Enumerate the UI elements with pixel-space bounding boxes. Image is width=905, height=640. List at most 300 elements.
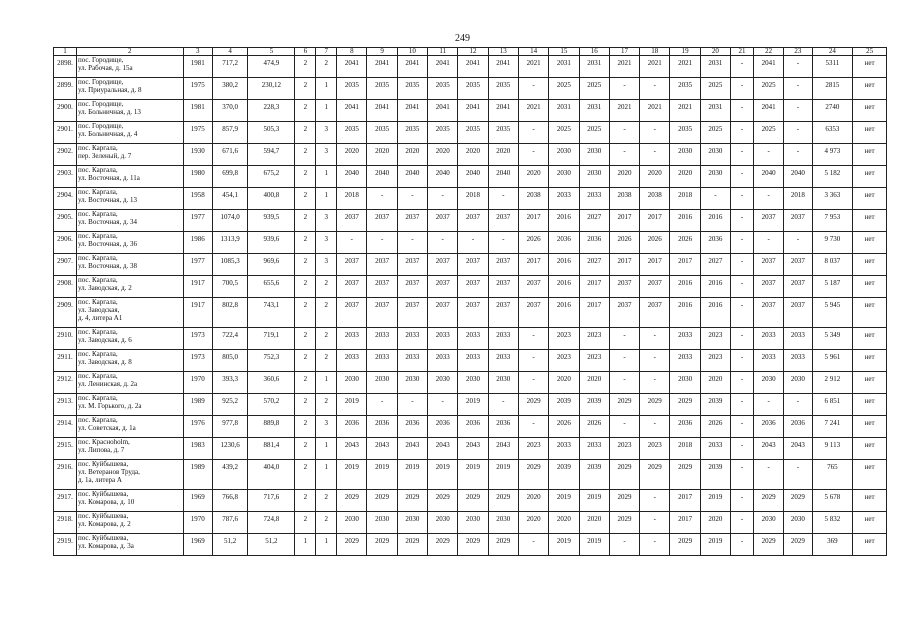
table-cell: - — [518, 416, 548, 438]
table-cell: 1 — [316, 372, 337, 394]
column-header: 11 — [428, 48, 458, 56]
table-cell: 2016 — [549, 210, 579, 232]
table-cell: 1969 — [183, 490, 212, 512]
table-cell: 2037 — [488, 298, 518, 328]
table-cell: 2025 — [700, 122, 730, 144]
table-cell: 2037 — [367, 276, 397, 298]
table-cell: нет — [853, 210, 887, 232]
address-cell: пос. Каргала, ул. Заводская, д. 6 — [76, 328, 183, 350]
table-cell: - — [731, 512, 754, 534]
address-cell: пос. Куйбышева, ул. Комарова, д. 2 — [76, 512, 183, 534]
address-cell: пос. Каргала, ул. Заводская, д. 4, литера А1 — [76, 298, 183, 328]
table-cell: 2037 — [640, 276, 670, 298]
table-cell: 2043 — [784, 438, 812, 460]
table-cell: 1085,3 — [212, 254, 248, 276]
table-cell: 2021 — [518, 100, 548, 122]
table-cell: 2019 — [428, 460, 458, 490]
table-cell: - — [731, 328, 754, 350]
table-cell: 2 — [295, 276, 316, 298]
table-cell: 2041 — [397, 100, 427, 122]
table-cell: 2025 — [579, 122, 609, 144]
table-cell: - — [731, 276, 754, 298]
table-cell: 2017 — [609, 210, 639, 232]
table-cell: 2029 — [609, 460, 639, 490]
table-cell: - — [640, 534, 670, 556]
table-cell: 2 — [316, 350, 337, 372]
table-cell: 2039 — [700, 460, 730, 490]
table-cell: 2016 — [700, 276, 730, 298]
table-cell: 1 — [316, 188, 337, 210]
column-header: 19 — [670, 48, 700, 56]
table-cell: 2029 — [609, 490, 639, 512]
table-cell: 2016 — [670, 276, 700, 298]
table-cell: 2041 — [367, 100, 397, 122]
table-cell: нет — [853, 100, 887, 122]
table-cell: 2035 — [428, 122, 458, 144]
table-cell: 2021 — [640, 100, 670, 122]
table-cell: 857,9 — [212, 122, 248, 144]
table-cell: 2030 — [700, 166, 730, 188]
table-cell: 3 — [316, 232, 337, 254]
table-cell: 2030 — [670, 372, 700, 394]
table-cell: 2 — [295, 232, 316, 254]
table-cell: 2025 — [754, 78, 784, 100]
table-cell: 1977 — [183, 254, 212, 276]
address-cell: пос. Каргала, ул. Советская, д. 1а — [76, 416, 183, 438]
table-cell: нет — [853, 512, 887, 534]
table-cell: 2033 — [458, 350, 488, 372]
table-cell: 2 — [295, 210, 316, 232]
table-cell: - — [337, 232, 367, 254]
table-cell: нет — [853, 350, 887, 372]
table-cell: 699,8 — [212, 166, 248, 188]
table-cell: 2 — [316, 394, 337, 416]
table-cell: 2020 — [397, 144, 427, 166]
column-header: 3 — [183, 48, 212, 56]
table-cell: 2017 — [518, 210, 548, 232]
table-cell: 2029 — [337, 490, 367, 512]
table-cell: - — [609, 144, 639, 166]
address-cell: пос. Куйбышева, ул. Комарова, д. 3а — [76, 534, 183, 556]
table-cell: - — [754, 460, 784, 490]
table-cell: - — [731, 188, 754, 210]
table-cell: 2029 — [367, 534, 397, 556]
table-cell: - — [784, 460, 812, 490]
table-cell: 2029 — [784, 534, 812, 556]
table-cell: нет — [853, 232, 887, 254]
table-cell: 2 — [295, 254, 316, 276]
table-cell: 2036 — [549, 232, 579, 254]
table-cell: 2037 — [337, 298, 367, 328]
table-cell: 2029 — [518, 394, 548, 416]
table-cell: 671,6 — [212, 144, 248, 166]
table-cell: 1980 — [183, 166, 212, 188]
table-cell: 2017 — [670, 512, 700, 534]
row-number-cell: 2914. — [54, 416, 77, 438]
table-cell: 2037 — [609, 298, 639, 328]
table-cell: 2029 — [428, 490, 458, 512]
table-cell: 2017 — [670, 490, 700, 512]
table-cell: - — [731, 350, 754, 372]
table-cell: - — [784, 394, 812, 416]
table-cell: 2037 — [397, 210, 427, 232]
row-number-cell: 2919. — [54, 534, 77, 556]
table-cell: 2023 — [640, 438, 670, 460]
address-cell: пос. Каргала, ул. Восточная, д. 13 — [76, 188, 183, 210]
table-cell: 2 — [295, 490, 316, 512]
table-cell: 2023 — [700, 328, 730, 350]
column-header: 13 — [488, 48, 518, 56]
address-cell: пос. Городище, ул. Больничная, д. 4 — [76, 122, 183, 144]
table-cell: 51,2 — [248, 534, 295, 556]
table-cell: 2030 — [337, 512, 367, 534]
table-cell: 2030 — [367, 372, 397, 394]
table-cell: 2 912 — [812, 372, 853, 394]
table-cell: 2017 — [640, 210, 670, 232]
table-cell: 2020 — [518, 512, 548, 534]
table-cell: нет — [853, 460, 887, 490]
table-cell: 2037 — [337, 254, 367, 276]
table-cell: 2019 — [337, 460, 367, 490]
table-cell: 2041 — [754, 100, 784, 122]
table-cell: 2033 — [754, 328, 784, 350]
table-cell: 2037 — [428, 254, 458, 276]
table-cell: 2021 — [670, 56, 700, 78]
table-cell: 2027 — [700, 254, 730, 276]
table-cell: 752,3 — [248, 350, 295, 372]
table-row — [54, 490, 887, 512]
table-cell: - — [754, 394, 784, 416]
address-cell: пос. Каргала, ул. Восточная, д. 11а — [76, 166, 183, 188]
table-cell: 5 832 — [812, 512, 853, 534]
table-cell: 2740 — [812, 100, 853, 122]
table-cell: 2021 — [670, 100, 700, 122]
table-cell: - — [731, 232, 754, 254]
table-row — [54, 416, 887, 438]
table-cell: 228,3 — [248, 100, 295, 122]
table-cell: 2037 — [518, 298, 548, 328]
table-cell: нет — [853, 394, 887, 416]
table-cell: 230,12 — [248, 78, 295, 100]
table-cell: 2036 — [428, 416, 458, 438]
table-cell: 2029 — [488, 490, 518, 512]
table-cell: 2043 — [337, 438, 367, 460]
column-header: 10 — [397, 48, 427, 56]
table-cell: 2023 — [549, 328, 579, 350]
column-header: 18 — [640, 48, 670, 56]
column-header: 25 — [853, 48, 887, 56]
table-cell: 2037 — [640, 298, 670, 328]
table-cell: 939,6 — [248, 232, 295, 254]
table-cell: 2043 — [428, 438, 458, 460]
table-cell: 2 — [295, 100, 316, 122]
address-cell: пос. Каргала, ул. Восточная, д. 36 — [76, 232, 183, 254]
table-cell: 2033 — [488, 350, 518, 372]
table-cell: - — [784, 232, 812, 254]
table-cell: 3 363 — [812, 188, 853, 210]
table-cell: 2 — [295, 78, 316, 100]
table-row — [54, 328, 887, 350]
table-cell: 2041 — [337, 100, 367, 122]
table-cell: - — [640, 512, 670, 534]
table-cell: 369 — [812, 534, 853, 556]
table-cell: 2043 — [488, 438, 518, 460]
table-cell: нет — [853, 298, 887, 328]
table-cell: 5 349 — [812, 328, 853, 350]
table-cell: - — [731, 166, 754, 188]
table-cell: 2019 — [579, 534, 609, 556]
table-cell: 2021 — [609, 100, 639, 122]
table-cell: 743,1 — [248, 298, 295, 328]
table-cell: 2036 — [397, 416, 427, 438]
table-cell: 2 — [316, 298, 337, 328]
table-cell: - — [609, 534, 639, 556]
table-cell: 2018 — [458, 188, 488, 210]
table-cell: 1958 — [183, 188, 212, 210]
table-cell: 1969 — [183, 534, 212, 556]
table-cell: 1973 — [183, 350, 212, 372]
table-cell: - — [731, 122, 754, 144]
table-cell: 2 — [295, 144, 316, 166]
table-cell: 2035 — [397, 78, 427, 100]
table-cell: 700,5 — [212, 276, 248, 298]
table-cell: 6353 — [812, 122, 853, 144]
table-cell: - — [731, 210, 754, 232]
table-cell: 2043 — [397, 438, 427, 460]
table-cell: 2030 — [367, 512, 397, 534]
row-number-cell: 2909. — [54, 298, 77, 328]
table-cell: 2 — [316, 512, 337, 534]
table-cell: 2029 — [397, 534, 427, 556]
table-cell: 2016 — [549, 298, 579, 328]
table-cell: 655,6 — [248, 276, 295, 298]
table-cell: - — [609, 122, 639, 144]
table-cell: 2026 — [549, 416, 579, 438]
address-cell: пос. Каргала, ул. Заводская, д. 2 — [76, 276, 183, 298]
table-cell: 2033 — [397, 350, 427, 372]
table-cell: 2029 — [670, 534, 700, 556]
table-cell: 2037 — [488, 276, 518, 298]
table-cell: - — [731, 490, 754, 512]
row-number-cell: 2907. — [54, 254, 77, 276]
table-cell: 2033 — [367, 328, 397, 350]
table-cell: 2033 — [488, 328, 518, 350]
table-cell: 2040 — [754, 166, 784, 188]
table-cell: 2018 — [784, 188, 812, 210]
row-number-cell: 2915. — [54, 438, 77, 460]
table-cell: 2016 — [700, 298, 730, 328]
row-number-cell: 2906. — [54, 232, 77, 254]
table-cell: - — [488, 394, 518, 416]
table-cell: 2029 — [458, 534, 488, 556]
table-cell: 787,6 — [212, 512, 248, 534]
address-cell: пос. Каргала, ул. Восточная, д. 38 — [76, 254, 183, 276]
table-cell: 722,4 — [212, 328, 248, 350]
table-cell: 2029 — [640, 460, 670, 490]
table-cell: 2018 — [670, 188, 700, 210]
table-cell: 439,2 — [212, 460, 248, 490]
table-cell: 1 — [316, 534, 337, 556]
table-row — [54, 460, 887, 490]
table-cell: 2041 — [428, 56, 458, 78]
table-cell: нет — [853, 490, 887, 512]
table-cell: 2020 — [488, 144, 518, 166]
table-cell: 2026 — [670, 232, 700, 254]
data-table — [53, 47, 887, 556]
table-cell: нет — [853, 372, 887, 394]
table-cell: 2016 — [549, 254, 579, 276]
table-cell: 370,0 — [212, 100, 248, 122]
table-cell: 719,1 — [248, 328, 295, 350]
table-cell: 881,4 — [248, 438, 295, 460]
table-cell: 2 — [295, 166, 316, 188]
table-cell: 2035 — [458, 78, 488, 100]
table-cell: 2031 — [549, 56, 579, 78]
table-cell: 2038 — [609, 188, 639, 210]
table-cell: 805,0 — [212, 350, 248, 372]
table-cell: 2040 — [458, 166, 488, 188]
column-header: 17 — [609, 48, 639, 56]
row-number-cell: 2899. — [54, 78, 77, 100]
table-cell: 2029 — [367, 490, 397, 512]
table-cell: - — [731, 100, 754, 122]
address-cell: пос. Городище, ул. Больничная, д. 13 — [76, 100, 183, 122]
table-cell: 1 — [316, 460, 337, 490]
column-header: 8 — [337, 48, 367, 56]
table-cell: 2023 — [549, 350, 579, 372]
table-cell: 2030 — [458, 512, 488, 534]
table-cell: - — [784, 144, 812, 166]
table-cell: 2016 — [670, 298, 700, 328]
table-cell: 2815 — [812, 78, 853, 100]
table-cell: 977,8 — [212, 416, 248, 438]
table-cell: 724,8 — [248, 512, 295, 534]
table-body — [54, 56, 887, 556]
table-cell: 717,2 — [212, 56, 248, 78]
table-cell: - — [731, 534, 754, 556]
table-cell: - — [640, 144, 670, 166]
table-cell: 2020 — [458, 144, 488, 166]
table-cell: 2035 — [670, 78, 700, 100]
table-cell: 2 — [295, 394, 316, 416]
table-cell: 2030 — [549, 144, 579, 166]
table-cell: 3 — [316, 144, 337, 166]
table-cell: 2026 — [518, 232, 548, 254]
table-cell: 2036 — [784, 416, 812, 438]
table-cell: 2029 — [670, 394, 700, 416]
row-number-cell: 2902. — [54, 144, 77, 166]
table-cell: 2016 — [700, 210, 730, 232]
table-cell: 2030 — [670, 144, 700, 166]
table-cell: 2019 — [397, 460, 427, 490]
table-cell: 1986 — [183, 232, 212, 254]
row-number-cell: 2900. — [54, 100, 77, 122]
table-cell: 2037 — [754, 210, 784, 232]
table-cell: 2023 — [579, 328, 609, 350]
table-cell: 2037 — [609, 276, 639, 298]
table-cell: 2029 — [754, 534, 784, 556]
table-cell: 2039 — [700, 394, 730, 416]
table-cell: нет — [853, 328, 887, 350]
table-cell: - — [367, 232, 397, 254]
table-cell: 400,8 — [248, 188, 295, 210]
table-cell: - — [784, 100, 812, 122]
table-cell: 2030 — [488, 372, 518, 394]
table-cell: 2023 — [579, 350, 609, 372]
table-cell: 404,0 — [248, 460, 295, 490]
table-cell: - — [518, 144, 548, 166]
page-number: 249 — [455, 33, 470, 44]
table-cell: 2033 — [428, 328, 458, 350]
table-cell: 2019 — [488, 460, 518, 490]
table-cell: 2039 — [579, 460, 609, 490]
column-header: 23 — [784, 48, 812, 56]
table-cell: 2 — [295, 438, 316, 460]
table-cell: - — [458, 232, 488, 254]
table-cell: 2037 — [488, 254, 518, 276]
table-cell: - — [700, 188, 730, 210]
table-cell: 2041 — [488, 56, 518, 78]
address-cell: пос. Каргала, ул. Восточная, д. 34 — [76, 210, 183, 232]
table-cell: 2037 — [458, 210, 488, 232]
table-cell: 360,6 — [248, 372, 295, 394]
table-cell: 2025 — [549, 122, 579, 144]
table-cell: 2037 — [518, 276, 548, 298]
table-cell: - — [640, 416, 670, 438]
table-cell: 2033 — [784, 350, 812, 372]
table-cell: 5 187 — [812, 276, 853, 298]
table-cell: нет — [853, 534, 887, 556]
table-cell: 2037 — [428, 298, 458, 328]
table-cell: 1989 — [183, 394, 212, 416]
table-cell: 2033 — [579, 188, 609, 210]
table-cell: 2033 — [700, 438, 730, 460]
table-cell: - — [731, 416, 754, 438]
table-cell: 2030 — [754, 372, 784, 394]
table-cell: 2033 — [549, 438, 579, 460]
table-cell: нет — [853, 78, 887, 100]
table-cell: - — [731, 254, 754, 276]
table-cell: 2026 — [609, 232, 639, 254]
table-cell: - — [731, 438, 754, 460]
table-cell: 2019 — [700, 534, 730, 556]
table-cell: 2030 — [784, 512, 812, 534]
table-cell: нет — [853, 144, 887, 166]
table-cell: 2019 — [337, 394, 367, 416]
column-header: 15 — [549, 48, 579, 56]
column-header: 14 — [518, 48, 548, 56]
table-cell: - — [518, 122, 548, 144]
table-cell: 1981 — [183, 100, 212, 122]
table-cell: 2037 — [337, 276, 367, 298]
table-cell: 2033 — [670, 350, 700, 372]
table-cell: 2036 — [458, 416, 488, 438]
table-cell: 2037 — [397, 298, 427, 328]
table-cell: 2040 — [784, 166, 812, 188]
table-cell: 2030 — [784, 372, 812, 394]
table-cell: 2025 — [549, 78, 579, 100]
column-header: 1 — [54, 48, 77, 56]
table-cell: - — [731, 372, 754, 394]
column-header: 16 — [579, 48, 609, 56]
table-cell: 969,6 — [248, 254, 295, 276]
table-cell: - — [428, 188, 458, 210]
table-cell: 2029 — [670, 460, 700, 490]
row-number-cell: 2905. — [54, 210, 77, 232]
row-number-cell: 2917. — [54, 490, 77, 512]
table-cell: 2020 — [367, 144, 397, 166]
table-cell: 2033 — [670, 328, 700, 350]
